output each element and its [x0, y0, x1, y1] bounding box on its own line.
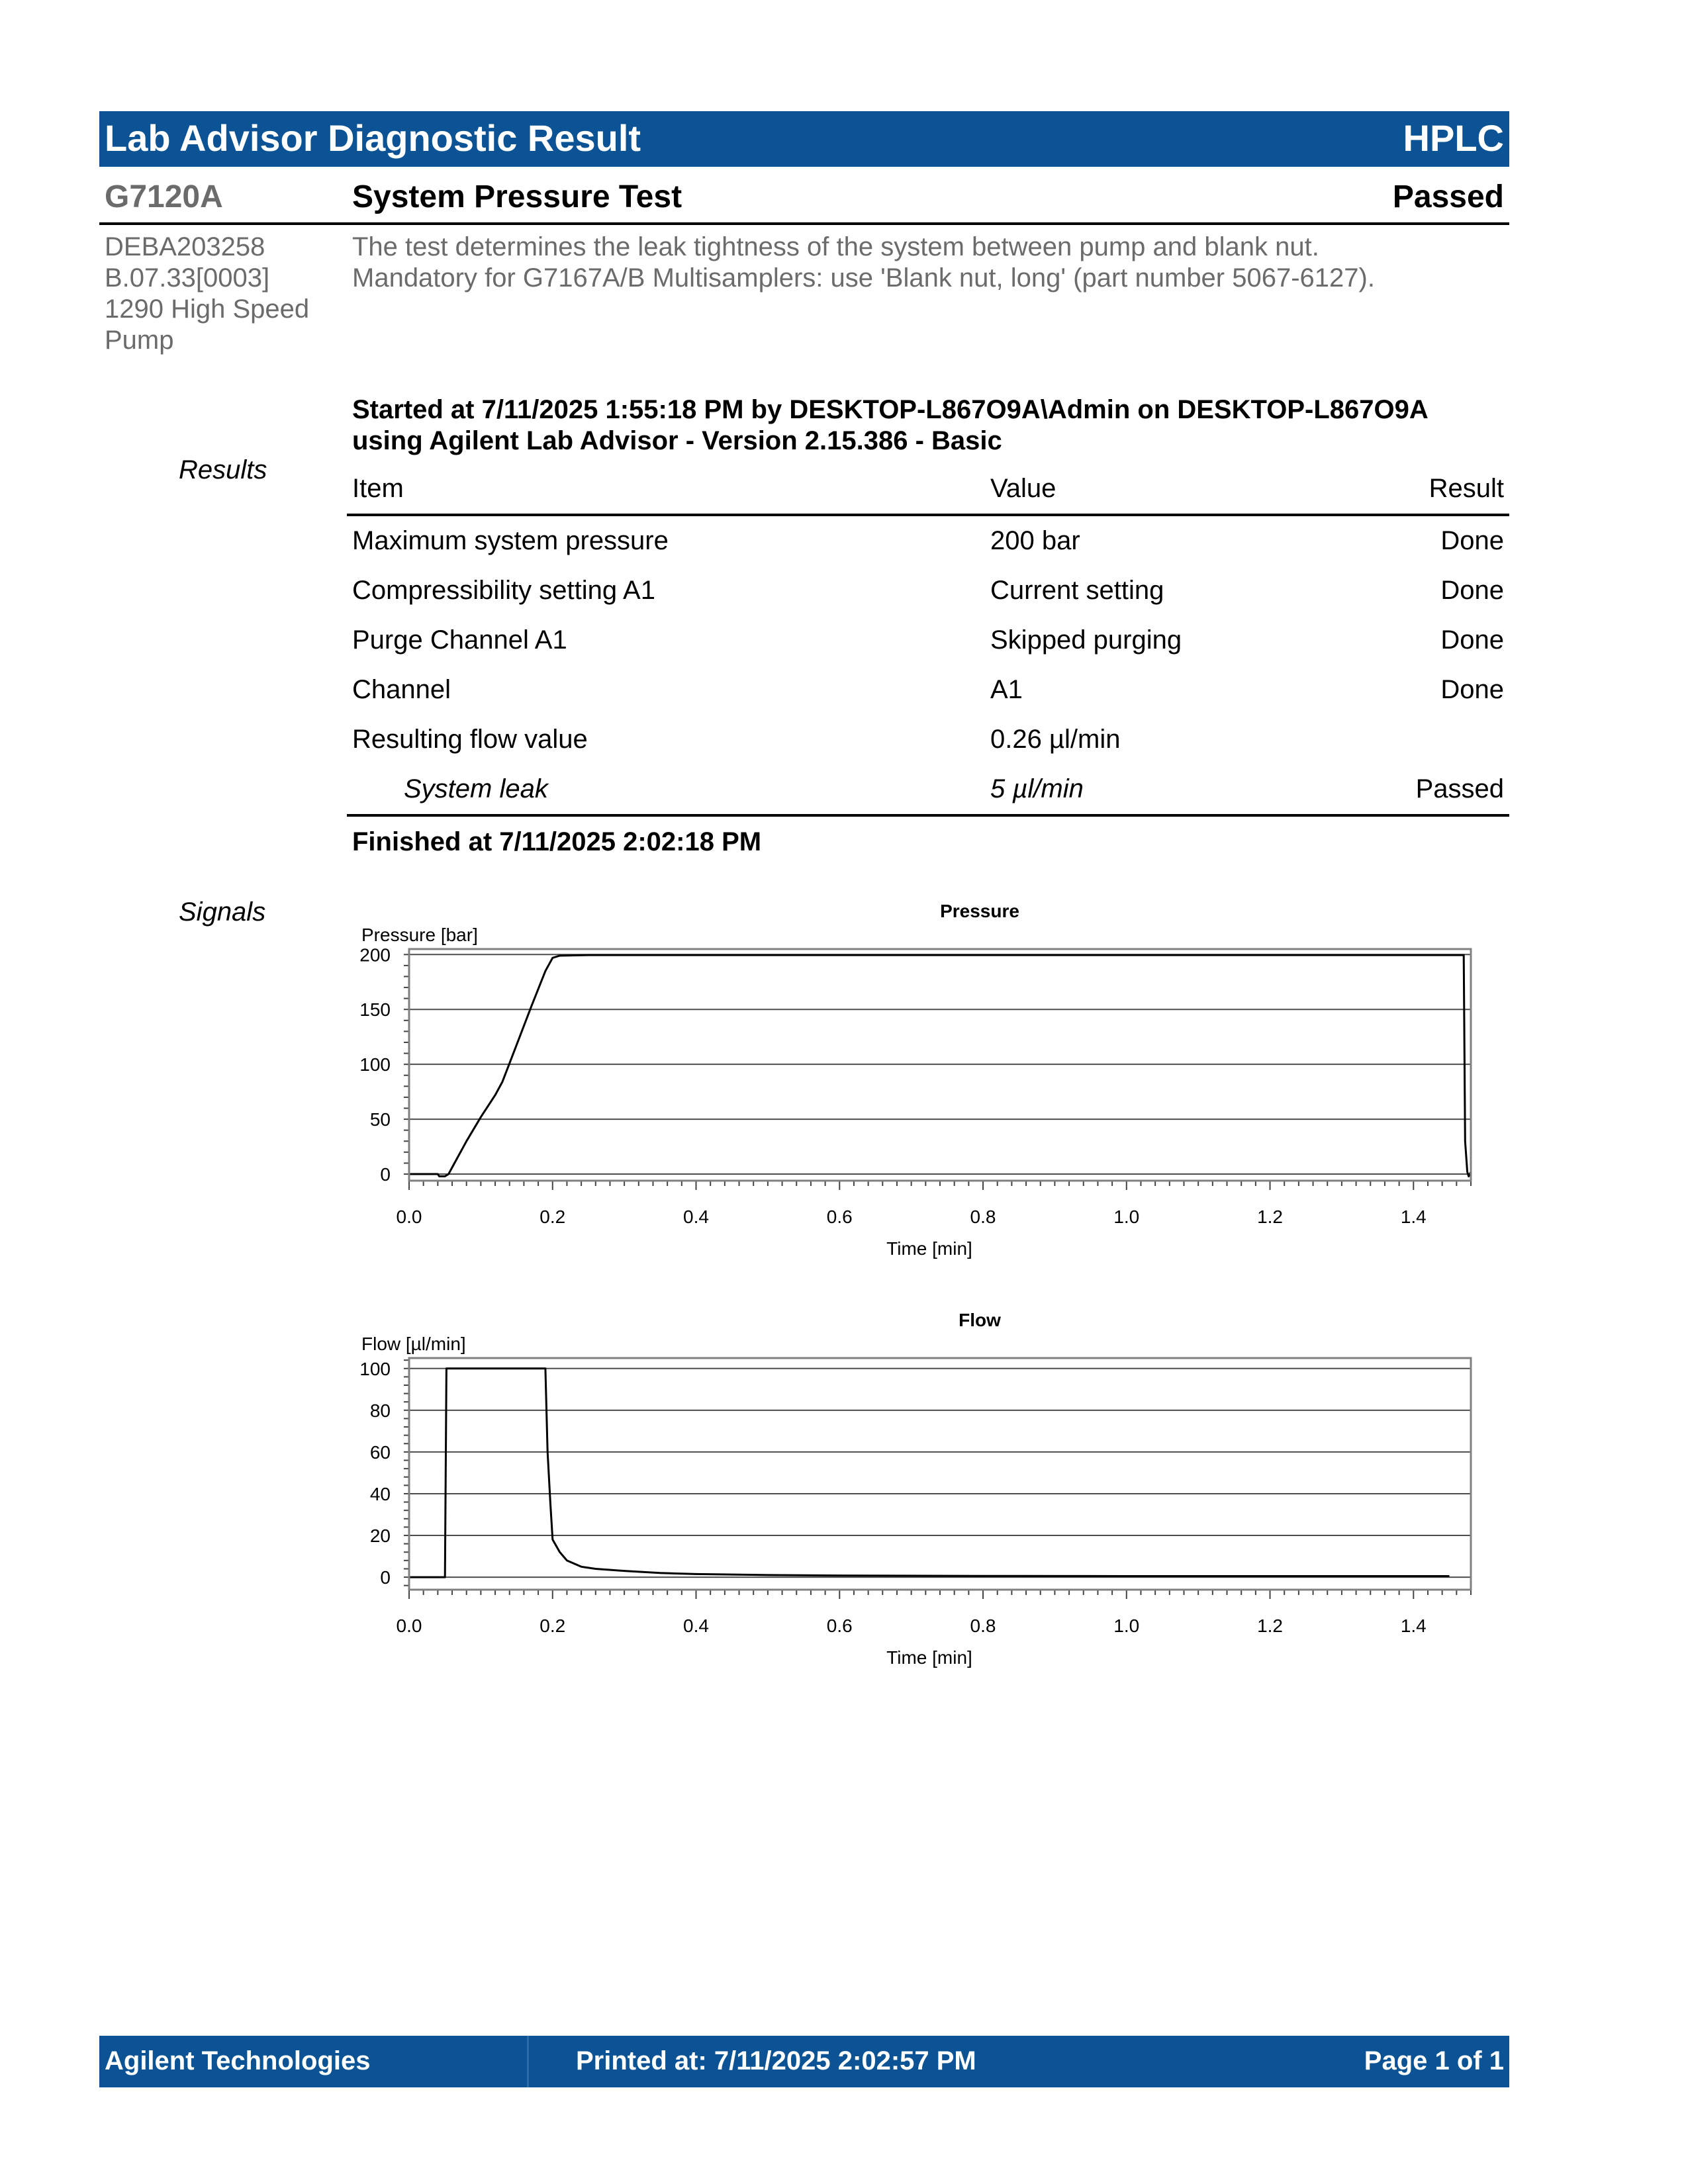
finished-info: Finished at 7/11/2025 2:02:18 PM [352, 827, 762, 856]
row-value: 0.26 µl/min [990, 725, 1121, 754]
y-tick-label: 200 [359, 944, 391, 966]
x-tick-label: 1.4 [1400, 1615, 1427, 1636]
instrument-type: HPLC [1403, 117, 1504, 159]
x-tick-label: 0.8 [970, 1206, 996, 1227]
row-value: Skipped purging [990, 625, 1182, 655]
y-tick-label: 60 [369, 1441, 391, 1463]
y-tick-label: 0 [380, 1567, 391, 1588]
table-row [347, 665, 1509, 715]
column-header-item: Item [347, 463, 985, 515]
y-tick-label: 150 [359, 999, 391, 1021]
row-result: Passed [1393, 764, 1509, 815]
results-section-label: Results [179, 455, 267, 484]
row-value: 200 bar [990, 526, 1080, 555]
module-name-line1: 1290 High Speed [105, 295, 310, 324]
started-line1: Started at 7/11/2025 1:55:18 PM by DESKTOP-L867O9A\Admin on DESKTOP-L867O9A [352, 395, 1429, 424]
row-result: Done [1440, 675, 1504, 704]
module-model: G7120A [105, 179, 223, 214]
row-value: 5 µl/min [985, 764, 1393, 815]
x-tick-label: 0.4 [683, 1615, 709, 1636]
report-title: Lab Advisor Diagnostic Result [105, 117, 641, 159]
y-axis-label: Pressure [bar] [361, 925, 478, 945]
series-line-pressure [409, 955, 1471, 1176]
chart-title: Pressure [940, 901, 1019, 921]
test-name: System Pressure Test [352, 179, 682, 214]
report-header [99, 111, 1509, 167]
firmware-version: B.07.33[0003] [105, 263, 270, 293]
report-footer [99, 2036, 1509, 2087]
row-value: A1 [990, 675, 1023, 704]
description-line1: The test determines the leak tightness of the system between pump and blank nut. [352, 232, 1319, 261]
pressure-chart [347, 897, 1492, 1281]
y-tick-label: 40 [369, 1483, 391, 1504]
company-name: Agilent Technologies [105, 2046, 371, 2075]
page-number: Page 1 of 1 [1364, 2046, 1504, 2075]
serial-number: DEBA203258 [105, 232, 265, 261]
row-value: Current setting [990, 576, 1164, 605]
test-description [352, 232, 1504, 294]
row-result: Done [1440, 625, 1504, 655]
row-item: System leak [347, 764, 985, 815]
x-tick-label: 0.6 [826, 1615, 853, 1636]
row-result: Done [1440, 526, 1504, 555]
footer-divider [527, 2036, 529, 2087]
flow-chart [347, 1306, 1492, 1690]
y-tick-label: 100 [359, 1054, 391, 1075]
row-item: Resulting flow value [352, 725, 588, 754]
row-item: Channel [352, 675, 451, 704]
x-tick-label: 0.8 [970, 1615, 996, 1636]
module-name-line2: Pump [105, 326, 174, 355]
x-tick-label: 1.2 [1257, 1206, 1284, 1227]
y-axis-label: Flow [µl/min] [361, 1334, 466, 1354]
y-tick-label: 0 [380, 1164, 391, 1185]
x-tick-label: 0.2 [539, 1615, 566, 1636]
x-axis-label: Time [min] [886, 1647, 972, 1668]
signals-section-label: Signals [179, 897, 266, 927]
x-tick-label: 1.0 [1113, 1615, 1140, 1636]
row-item: Purge Channel A1 [352, 625, 567, 655]
table-row [347, 715, 1509, 764]
y-tick-label: 50 [369, 1109, 391, 1130]
description-line2: Mandatory for G7167A/B Multisamplers: use 'Blank nut, long' (part number 5067-6127). [352, 263, 1375, 293]
column-header-result: Result [1393, 463, 1509, 515]
table-row [347, 764, 1509, 815]
results-table [347, 463, 1509, 817]
x-tick-label: 0.4 [683, 1206, 709, 1227]
results-header-row [347, 463, 1509, 515]
started-info [352, 394, 1504, 457]
row-result: Done [1440, 576, 1504, 605]
x-tick-label: 1.0 [1113, 1206, 1140, 1227]
y-tick-label: 100 [359, 1358, 391, 1379]
series-line-flow [409, 1369, 1450, 1577]
device-info [105, 232, 343, 356]
column-header-value: Value [985, 463, 1393, 515]
table-row [347, 566, 1509, 615]
x-tick-label: 0.0 [396, 1206, 422, 1227]
x-tick-label: 0.0 [396, 1615, 422, 1636]
test-header [99, 173, 1509, 225]
x-tick-label: 0.6 [826, 1206, 853, 1227]
plot-frame [409, 1358, 1471, 1590]
table-row [347, 515, 1509, 566]
row-item: Maximum system pressure [352, 526, 669, 555]
y-tick-label: 20 [369, 1525, 391, 1547]
x-tick-label: 1.4 [1400, 1206, 1427, 1227]
row-result [1393, 715, 1509, 764]
printed-timestamp: Printed at: 7/11/2025 2:02:57 PM [576, 2046, 976, 2075]
x-tick-label: 0.2 [539, 1206, 566, 1227]
test-status: Passed [1392, 179, 1504, 214]
chart-title: Flow [959, 1310, 1001, 1330]
y-tick-label: 80 [369, 1400, 391, 1421]
table-row [347, 615, 1509, 665]
x-axis-label: Time [min] [886, 1238, 972, 1259]
row-item: Compressibility setting A1 [352, 576, 655, 605]
started-line2: using Agilent Lab Advisor - Version 2.15.386 - Basic [352, 426, 1002, 455]
x-tick-label: 1.2 [1257, 1615, 1284, 1636]
